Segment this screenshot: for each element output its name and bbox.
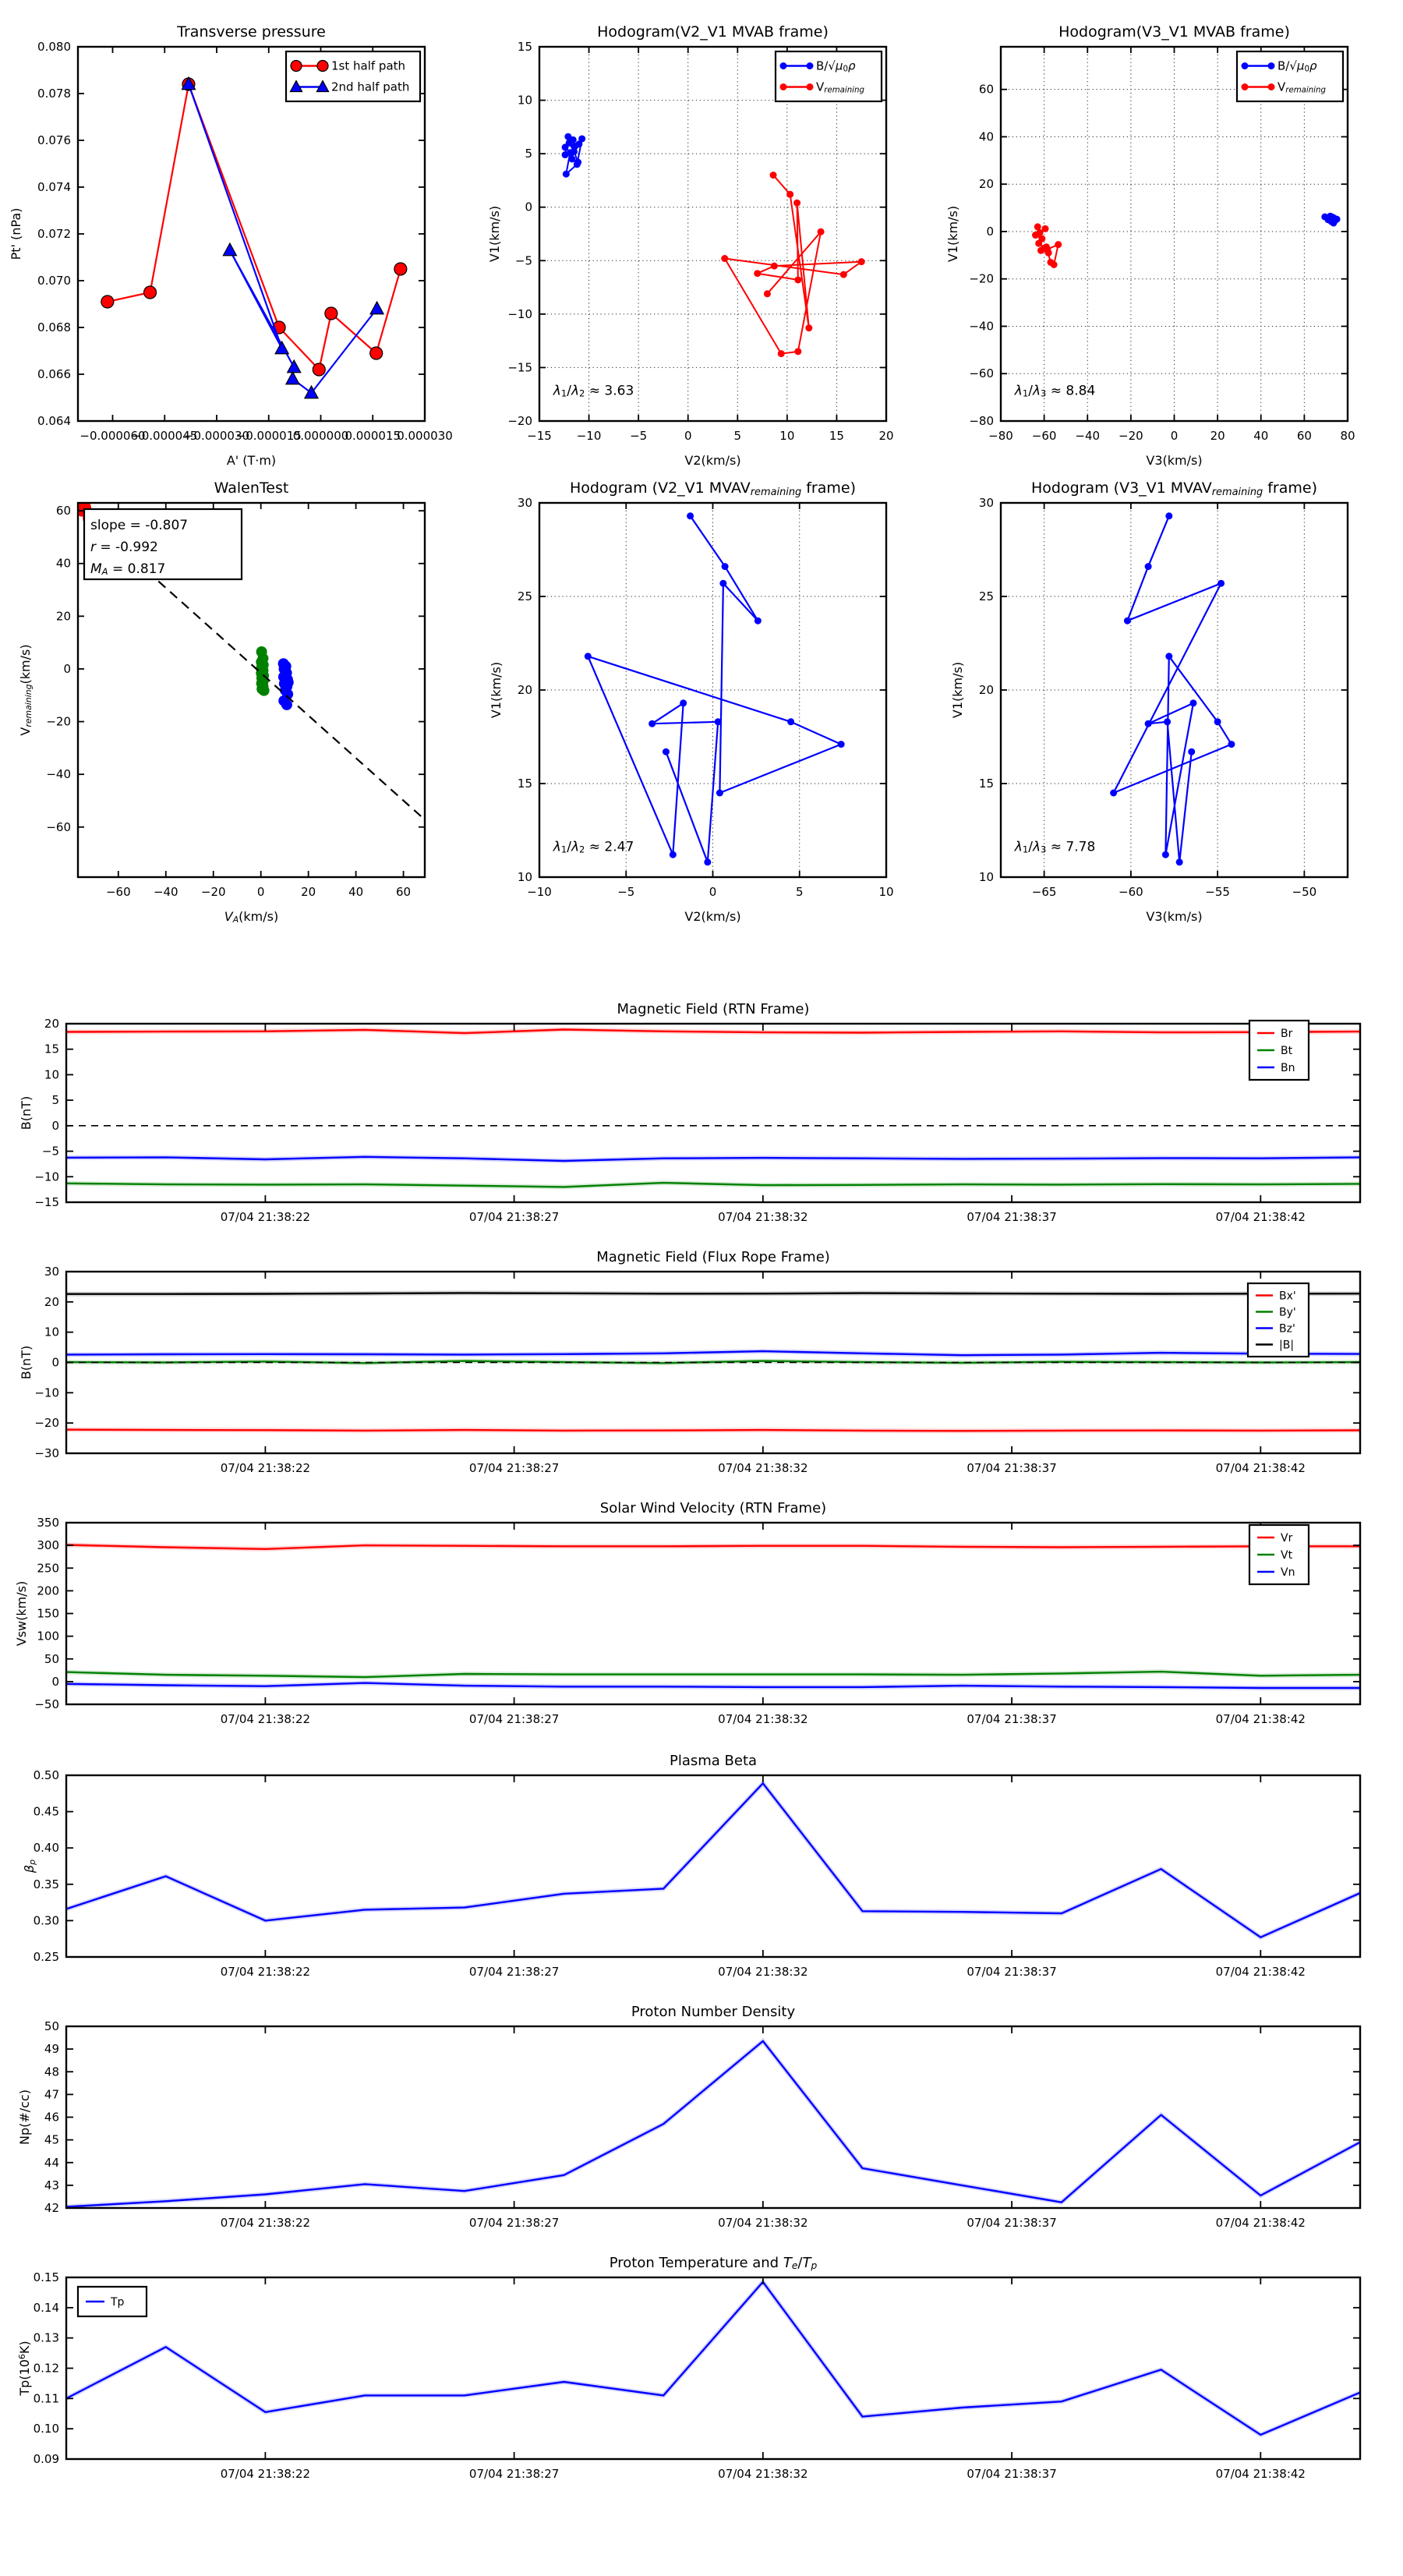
svg-text:0.15: 0.15	[33, 2270, 59, 2284]
svg-text:−10: −10	[507, 306, 532, 321]
panel-magnetic-field-flux-rope	[19, 1249, 1360, 1475]
svg-text:40: 40	[348, 885, 364, 899]
svg-text:−10: −10	[34, 1169, 59, 1184]
svg-text:07/04 21:38:22: 07/04 21:38:22	[220, 2467, 311, 2481]
series-Br	[66, 1030, 1360, 1034]
svg-text:B/√μ0ρ: B/√μ0ρ	[1278, 58, 1317, 74]
svg-text:30: 30	[517, 496, 532, 510]
x-axis-label: A' (T·m)	[226, 453, 277, 468]
svg-text:60: 60	[396, 885, 412, 899]
y-axis-label: Vsw(km/s)	[14, 1580, 29, 1647]
svg-text:−15: −15	[507, 360, 532, 375]
svg-text:−20: −20	[1119, 429, 1143, 443]
svg-text:0: 0	[684, 429, 692, 443]
svg-text:20: 20	[878, 429, 894, 443]
svg-text:0.14: 0.14	[33, 2300, 59, 2315]
svg-text:20: 20	[1210, 429, 1225, 443]
svg-text:−60: −60	[1119, 885, 1143, 899]
svg-text:r = -0.992: r = -0.992	[90, 540, 158, 555]
svg-text:20: 20	[978, 683, 994, 697]
svg-text:300: 300	[37, 1538, 59, 1553]
panel-title: Hodogram (V3_V1 MVAVremaining frame)	[1031, 479, 1317, 498]
svg-text:60: 60	[55, 504, 71, 518]
svg-text:By': By'	[1279, 1306, 1296, 1319]
svg-text:07/04 21:38:27: 07/04 21:38:27	[468, 1210, 560, 1224]
panel-title: Hodogram(V2_V1 MVAB frame)	[597, 23, 829, 41]
svg-text:−80: −80	[988, 429, 1013, 443]
svg-text:07/04 21:38:22: 07/04 21:38:22	[220, 1461, 311, 1475]
svg-text:15: 15	[44, 1042, 59, 1056]
svg-text:−60: −60	[969, 366, 994, 381]
panel-proton-number-density	[17, 2004, 1360, 2230]
svg-text:07/04 21:38:37: 07/04 21:38:37	[967, 1965, 1057, 1979]
svg-text:30: 30	[978, 496, 994, 510]
svg-text:07/04 21:38:32: 07/04 21:38:32	[718, 1461, 808, 1475]
svg-text:07/04 21:38:27: 07/04 21:38:27	[468, 1712, 560, 1726]
svg-text:−50: −50	[34, 1697, 59, 1711]
svg-text:40: 40	[55, 556, 71, 571]
svg-text:Vremaining: Vremaining	[816, 80, 864, 95]
svg-text:07/04 21:38:42: 07/04 21:38:42	[1215, 1210, 1306, 1224]
svg-text:45: 45	[44, 2132, 59, 2147]
svg-text:0: 0	[986, 224, 994, 239]
svg-text:−40: −40	[46, 767, 71, 782]
svg-text:0.064: 0.064	[37, 414, 71, 428]
svg-text:07/04 21:38:42: 07/04 21:38:42	[1215, 1965, 1306, 1979]
panel-transverse-pressure	[9, 23, 453, 468]
svg-text:10: 10	[44, 1325, 59, 1339]
svg-text:0: 0	[256, 885, 265, 899]
x-axis-label: VA(km/s)	[224, 909, 279, 925]
svg-text:07/04 21:38:37: 07/04 21:38:37	[967, 1461, 1057, 1475]
svg-text:100: 100	[37, 1629, 59, 1644]
y-axis-label: Np(#/cc)	[17, 2089, 32, 2145]
svg-text:40: 40	[978, 129, 994, 144]
y-axis-label: V1(km/s)	[489, 661, 504, 719]
svg-text:07/04 21:38:22: 07/04 21:38:22	[220, 1965, 311, 1979]
svg-text:49: 49	[44, 2042, 59, 2057]
svg-text:−40: −40	[969, 319, 994, 334]
svg-text:25: 25	[978, 589, 994, 603]
svg-text:Br: Br	[1281, 1028, 1293, 1040]
svg-text:10: 10	[44, 1067, 59, 1082]
y-axis-label: B(nT)	[19, 1345, 34, 1380]
svg-text:MA = 0.817: MA = 0.817	[90, 561, 166, 578]
svg-text:60: 60	[978, 82, 994, 97]
svg-text:−20: −20	[34, 1416, 59, 1431]
svg-text:0.13: 0.13	[33, 2330, 59, 2345]
svg-text:20: 20	[55, 609, 71, 624]
svg-text:B/√μ0ρ: B/√μ0ρ	[816, 58, 856, 74]
svg-text:10: 10	[517, 93, 532, 108]
lambda-annotation: λ1/λ2 ≈ 2.47	[553, 839, 634, 855]
svg-text:10: 10	[779, 429, 795, 443]
svg-text:07/04 21:38:42: 07/04 21:38:42	[1215, 1461, 1306, 1475]
y-axis-label: V1(km/s)	[950, 661, 965, 719]
svg-text:07/04 21:38:37: 07/04 21:38:37	[967, 1712, 1057, 1726]
svg-text:−20: −20	[969, 271, 994, 286]
svg-text:10: 10	[878, 885, 894, 899]
svg-text:−5: −5	[617, 885, 635, 899]
svg-text:−5: −5	[41, 1144, 59, 1159]
svg-text:−20: −20	[46, 714, 71, 729]
svg-text:07/04 21:38:32: 07/04 21:38:32	[718, 2467, 808, 2481]
svg-text:07/04 21:38:22: 07/04 21:38:22	[220, 1712, 311, 1726]
svg-text:46: 46	[44, 2110, 59, 2125]
svg-text:Vt: Vt	[1281, 1549, 1293, 1562]
svg-text:0.10: 0.10	[33, 2422, 59, 2436]
legend	[776, 51, 882, 101]
svg-text:5: 5	[795, 885, 804, 899]
svg-text:Vremaining: Vremaining	[1278, 80, 1326, 95]
lambda-annotation: λ1/λ2 ≈ 3.63	[553, 383, 634, 399]
svg-text:0.000030: 0.000030	[397, 429, 453, 443]
y-axis-label: Pt' (nPa)	[9, 207, 23, 260]
x-axis-label: V2(km/s)	[684, 909, 741, 924]
panel-title: Proton Number Density	[631, 2004, 796, 2020]
svg-text:0.000000: 0.000000	[292, 429, 349, 443]
svg-text:07/04 21:38:27: 07/04 21:38:27	[468, 1965, 560, 1979]
svg-text:07/04 21:38:37: 07/04 21:38:37	[967, 2216, 1057, 2230]
svg-text:44: 44	[44, 2155, 59, 2170]
lambda-annotation: λ1/λ3 ≈ 8.84	[1014, 383, 1096, 399]
svg-text:−60: −60	[105, 885, 131, 899]
lambda-annotation: λ1/λ3 ≈ 7.78	[1014, 839, 1096, 855]
panel-magnetic-field-rtn	[19, 1001, 1360, 1224]
svg-text:60: 60	[1296, 429, 1312, 443]
svg-text:42: 42	[44, 2201, 59, 2215]
svg-text:30: 30	[44, 1265, 59, 1279]
y-axis-label: Vremaining(km/s)	[18, 644, 34, 736]
svg-text:20: 20	[978, 177, 994, 192]
svg-text:0.080: 0.080	[37, 40, 71, 54]
svg-text:07/04 21:38:42: 07/04 21:38:42	[1215, 2216, 1306, 2230]
svg-text:0.40: 0.40	[33, 1841, 59, 1856]
svg-text:−20: −20	[507, 414, 532, 428]
svg-text:25: 25	[517, 589, 532, 603]
svg-text:50: 50	[44, 1651, 59, 1666]
svg-text:−60: −60	[46, 819, 71, 834]
svg-text:−50: −50	[1292, 885, 1317, 899]
svg-text:−10: −10	[576, 429, 602, 443]
panel-hodogram-v3v1-mvab	[945, 23, 1355, 468]
svg-text:−0.000060: −0.000060	[80, 429, 146, 443]
svg-text:−10: −10	[34, 1385, 59, 1400]
svg-text:15: 15	[978, 777, 994, 791]
svg-text:0.066: 0.066	[37, 367, 71, 381]
svg-text:Bt: Bt	[1281, 1045, 1293, 1057]
svg-text:−55: −55	[1205, 885, 1230, 899]
legend	[286, 51, 420, 101]
svg-text:350: 350	[37, 1516, 59, 1530]
panel-title: Proton Temperature and Te/Tp	[609, 2255, 818, 2272]
legend	[78, 2287, 147, 2316]
svg-text:Bx': Bx'	[1279, 1290, 1296, 1303]
series-Bn	[66, 1157, 1360, 1161]
svg-text:20: 20	[44, 1294, 59, 1309]
svg-text:07/04 21:38:42: 07/04 21:38:42	[1215, 2467, 1306, 2481]
svg-text:07/04 21:38:37: 07/04 21:38:37	[967, 2467, 1057, 2481]
panel-title: WalenTest	[214, 479, 289, 497]
svg-text:slope = -0.807: slope = -0.807	[90, 518, 189, 533]
series-Bz'	[66, 1351, 1360, 1355]
svg-text:Vn: Vn	[1281, 1566, 1295, 1579]
svg-text:15: 15	[517, 40, 532, 54]
svg-text:0.072: 0.072	[37, 227, 71, 241]
panel-title: Magnetic Field (Flux Rope Frame)	[596, 1249, 830, 1265]
y-axis-label: V1(km/s)	[487, 205, 502, 263]
x-axis-label: V3(km/s)	[1146, 453, 1203, 468]
panel-plasma-beta	[22, 1753, 1360, 1979]
svg-text:−0.000045: −0.000045	[132, 429, 198, 443]
svg-text:10: 10	[517, 870, 532, 884]
svg-text:07/04 21:38:27: 07/04 21:38:27	[468, 1461, 560, 1475]
svg-text:−60: −60	[1031, 429, 1057, 443]
svg-text:200: 200	[37, 1583, 59, 1598]
panel-title: Plasma Beta	[669, 1753, 758, 1769]
svg-text:07/04 21:38:27: 07/04 21:38:27	[468, 2216, 560, 2230]
svg-text:0.078: 0.078	[37, 87, 71, 101]
svg-text:0.12: 0.12	[33, 2361, 59, 2376]
svg-text:10: 10	[978, 870, 994, 884]
svg-text:250: 250	[37, 1561, 59, 1576]
x-axis-label: V3(km/s)	[1146, 909, 1203, 924]
svg-text:48: 48	[44, 2065, 59, 2079]
svg-text:0.09: 0.09	[33, 2452, 59, 2466]
legend	[1237, 51, 1343, 101]
svg-text:0.000015: 0.000015	[345, 429, 401, 443]
svg-text:07/04 21:38:37: 07/04 21:38:37	[967, 1210, 1057, 1224]
panel-hodogram-v2v1-mvab	[487, 23, 894, 468]
svg-text:−40: −40	[1075, 429, 1101, 443]
svg-text:−20: −20	[200, 885, 226, 899]
svg-text:0: 0	[1170, 429, 1179, 443]
svg-text:20: 20	[301, 885, 316, 899]
svg-text:07/04 21:38:42: 07/04 21:38:42	[1215, 1712, 1306, 1726]
svg-text:0.25: 0.25	[33, 1950, 59, 1964]
svg-text:−15: −15	[34, 1195, 59, 1209]
y-axis-label: Tp(106K)	[16, 2341, 32, 2396]
panel-hodogram-v3v1-mvav	[950, 479, 1348, 924]
svg-text:−15: −15	[527, 429, 552, 443]
svg-text:0.35: 0.35	[33, 1877, 59, 1891]
svg-text:0: 0	[525, 200, 532, 214]
svg-text:07/04 21:38:32: 07/04 21:38:32	[718, 1712, 808, 1726]
svg-text:−10: −10	[527, 885, 552, 899]
svg-text:−30: −30	[34, 1446, 59, 1460]
svg-text:Bn: Bn	[1281, 1062, 1295, 1074]
svg-text:−0.000015: −0.000015	[235, 429, 302, 443]
svg-text:0.076: 0.076	[37, 133, 71, 147]
svg-text:5: 5	[51, 1093, 59, 1108]
svg-text:Bz': Bz'	[1279, 1322, 1295, 1336]
svg-text:0.068: 0.068	[37, 320, 71, 334]
svg-text:40: 40	[1253, 429, 1269, 443]
series-Bx'	[66, 1430, 1360, 1431]
svg-text:07/04 21:38:32: 07/04 21:38:32	[718, 1965, 808, 1979]
svg-text:0: 0	[51, 1674, 59, 1689]
fit-stats-box	[84, 509, 242, 579]
panel-hodogram-v2v1-mvav	[489, 479, 894, 924]
svg-text:07/04 21:38:27: 07/04 21:38:27	[468, 2467, 560, 2481]
svg-text:Tp: Tp	[111, 2296, 125, 2309]
svg-text:07/04 21:38:32: 07/04 21:38:32	[718, 2216, 808, 2230]
svg-text:07/04 21:38:32: 07/04 21:38:32	[718, 1210, 808, 1224]
panel-solar-wind-velocity	[14, 1500, 1360, 1726]
legend	[1249, 1525, 1309, 1584]
svg-text:−80: −80	[969, 414, 994, 428]
svg-text:0.45: 0.45	[33, 1804, 59, 1819]
legend	[1249, 1021, 1309, 1080]
svg-text:−5: −5	[630, 429, 648, 443]
panel-title: Transverse pressure	[177, 23, 326, 41]
svg-text:−5: −5	[514, 253, 532, 268]
svg-text:|B|: |B|	[1279, 1339, 1295, 1352]
svg-text:0.070: 0.070	[37, 274, 71, 288]
svg-text:2nd half path: 2nd half path	[331, 80, 410, 94]
svg-text:0.11: 0.11	[33, 2391, 59, 2406]
svg-text:47: 47	[44, 2087, 59, 2102]
svg-text:80: 80	[1340, 429, 1355, 443]
panel-title: Magnetic Field (RTN Frame)	[617, 1001, 810, 1017]
svg-text:−65: −65	[1031, 885, 1057, 899]
svg-text:20: 20	[44, 1017, 59, 1031]
svg-text:150: 150	[37, 1606, 59, 1621]
svg-text:−40: −40	[153, 885, 178, 899]
svg-text:0: 0	[63, 661, 71, 676]
panel-title: Hodogram (V2_V1 MVAVremaining frame)	[570, 479, 856, 498]
svg-text:15: 15	[829, 429, 844, 443]
panel-title: Hodogram(V3_V1 MVAB frame)	[1058, 23, 1290, 41]
panel-proton-temperature	[17, 2255, 1360, 2481]
svg-text:20: 20	[517, 683, 532, 697]
svg-text:0.074: 0.074	[37, 180, 71, 194]
svg-text:07/04 21:38:22: 07/04 21:38:22	[220, 2216, 311, 2230]
x-axis-label: V2(km/s)	[684, 453, 741, 468]
svg-text:0: 0	[51, 1355, 59, 1370]
y-axis-label: B(nT)	[19, 1095, 34, 1131]
panel-walen-test	[18, 479, 425, 925]
y-axis-label: βp	[22, 1859, 38, 1874]
svg-text:43: 43	[44, 2178, 59, 2192]
svg-text:5: 5	[525, 147, 532, 161]
svg-text:0: 0	[51, 1118, 59, 1133]
svg-text:15: 15	[517, 777, 532, 791]
svg-text:50: 50	[44, 2019, 59, 2033]
svg-text:5: 5	[733, 429, 742, 443]
y-axis-label: V1(km/s)	[945, 205, 960, 263]
svg-text:0.30: 0.30	[33, 1913, 59, 1928]
svg-text:0: 0	[709, 885, 717, 899]
panel-title: Solar Wind Velocity (RTN Frame)	[599, 1500, 827, 1516]
svg-text:0.50: 0.50	[33, 1768, 59, 1782]
legend	[1248, 1283, 1309, 1357]
svg-text:07/04 21:38:22: 07/04 21:38:22	[220, 1210, 311, 1224]
svg-text:1st half path: 1st half path	[331, 58, 406, 73]
svg-text:Vr: Vr	[1281, 1532, 1293, 1545]
svg-text:−0.000030: −0.000030	[183, 429, 250, 443]
